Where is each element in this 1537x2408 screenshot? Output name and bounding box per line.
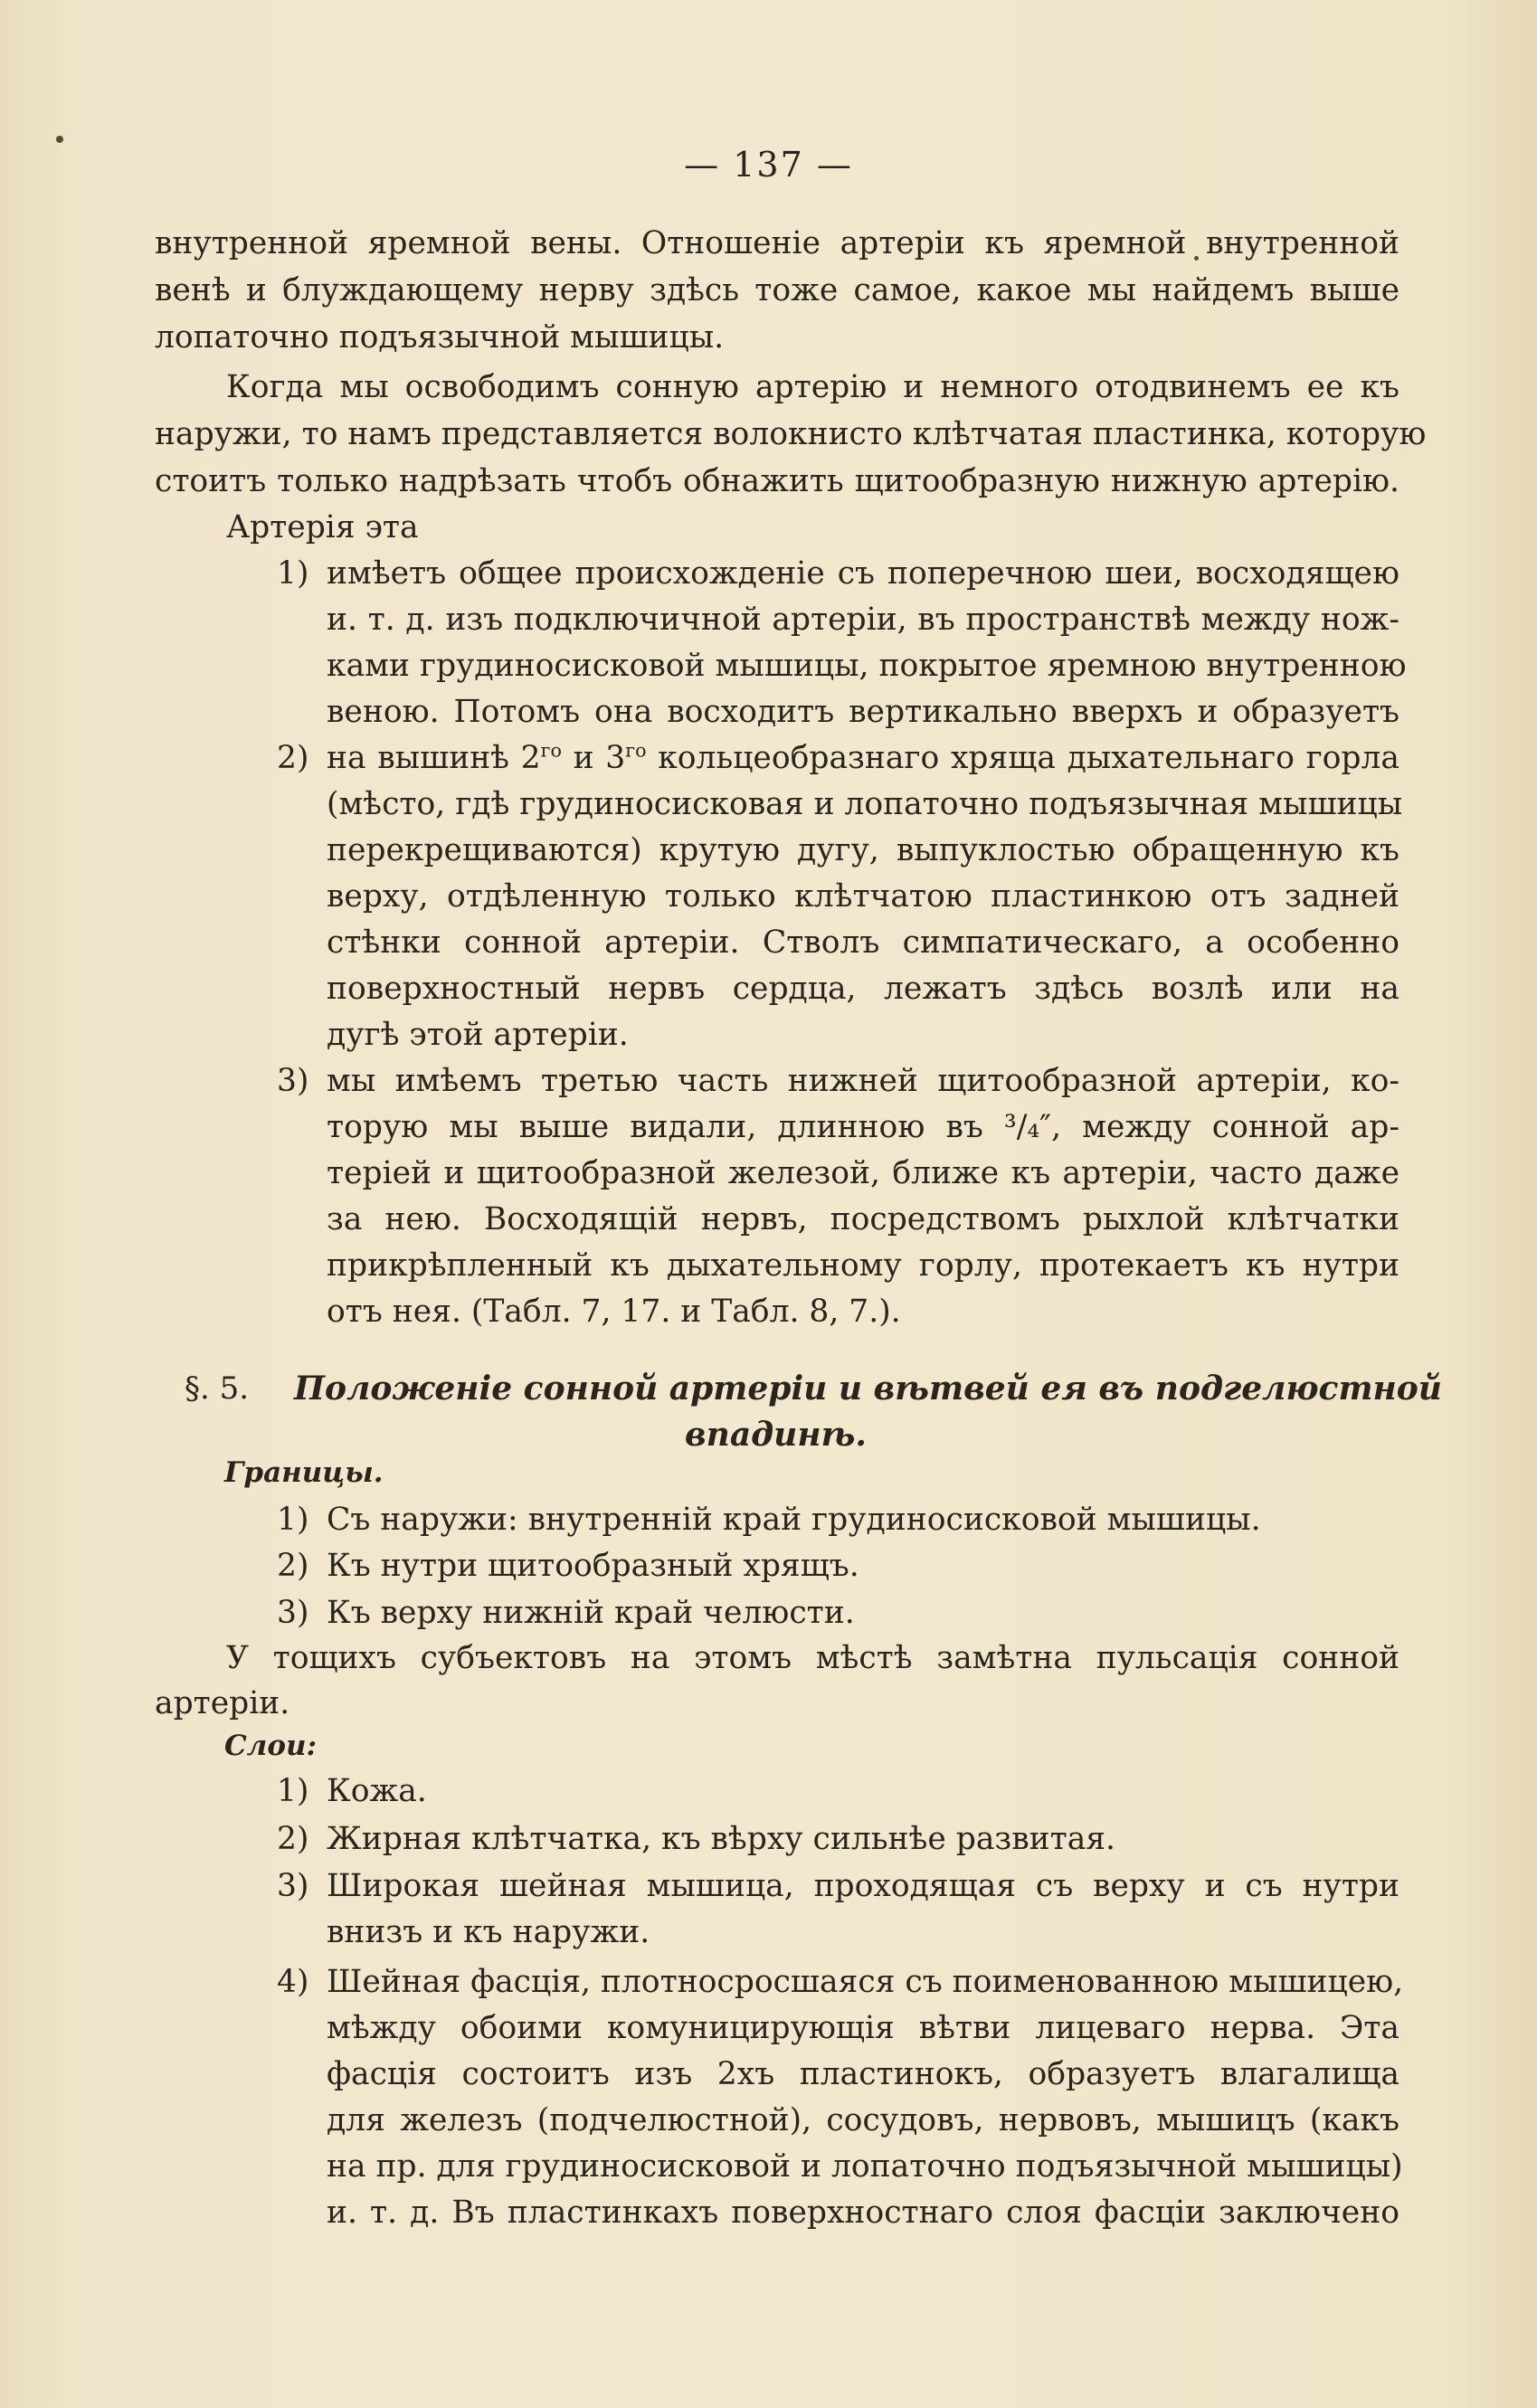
border-item-number: 2) <box>277 1548 309 1584</box>
border-item-text: Съ наружи: внутренній край грудиносисковой мышицы. <box>327 1502 1261 1538</box>
layers-heading: Слои: <box>224 1730 318 1762</box>
artery-item-line: теріей и щитообразной железой, ближе къ артеріи, часто даже <box>327 1155 1399 1191</box>
artery-item-line: прикрѣпленный къ дыхательному горлу, протекаетъ къ нутри <box>327 1247 1399 1284</box>
border-item-number: 1) <box>277 1502 309 1538</box>
artery-item-line: мы имѣемъ третью часть нижней щитообразной артеріи, ко- <box>327 1063 1399 1099</box>
artery-item-number: 2) <box>277 740 309 776</box>
artery-item-text: и 3 <box>561 740 626 776</box>
superscript: го <box>540 739 562 762</box>
pulse-line: артеріи. <box>155 1685 290 1721</box>
layer-item-line: Широкая шейная мышица, проходящая съ верху и съ нутри <box>327 1868 1399 1904</box>
artery-item-line: и. т. д. изъ подключичной артеріи, въ пространствѣ между нож- <box>327 602 1399 638</box>
artery-item-line: поверхностный нервъ сердца, лежатъ здѣсь возлѣ или на <box>327 971 1399 1007</box>
artery-item-text: на вышинѣ 2 <box>327 740 541 776</box>
layer-item-number: 3) <box>277 1868 309 1904</box>
para2-line: стоитъ только надрѣзать чтобъ обнажить щитообразную нижную артерію. <box>155 463 1399 499</box>
section-title-cont: впадинѣ. <box>685 1416 867 1454</box>
artery-item-number: 3) <box>277 1063 309 1099</box>
layer-item-line: внизъ и къ наружи. <box>327 1914 650 1950</box>
border-item-text: Къ верху нижній край челюсти. <box>327 1595 855 1631</box>
artery-item-line: верху, отдѣленную только клѣтчатою пластинкою отъ задней <box>327 878 1399 915</box>
page-number: — 137 — <box>684 145 853 185</box>
artery-intro: Артерія эта <box>226 509 419 545</box>
artery-item-text: кольцеобразнаго хряща дыхательнаго горла <box>646 740 1399 776</box>
layer-item-line: Шейная фасція, плотносросшаяся съ поименованною мышицею, <box>327 1964 1404 2000</box>
border-item-number: 3) <box>277 1595 309 1631</box>
section-title: Положеніе сонной артеріи и вѣтвей ея въ подгелюстной <box>294 1370 1442 1408</box>
intro-line: внутренной яремной вены. Отношеніе артеріи къ яремной внутренной <box>155 225 1399 261</box>
intro-line: лопаточно подъязычной мышицы. <box>155 319 725 356</box>
artery-item-line: дугѣ этой артеріи. <box>327 1017 629 1053</box>
artery-item-line: ками грудиносисковой мышицы, покрытое яремною внутренною <box>327 648 1407 684</box>
layer-item-number: 4) <box>277 1964 309 2000</box>
superscript: го <box>625 739 647 762</box>
intro-line: венѣ и блуждающему нерву здѣсь тоже самое, какое мы найдемъ выше <box>155 272 1399 308</box>
artery-item-line: торую мы выше видали, длинною въ ³/₄″, между сонной ар- <box>327 1109 1399 1145</box>
pulse-line: У тощихъ субъектовъ на этомъ мѣстѣ замѣтна пульсація сонной <box>226 1640 1399 1676</box>
borders-heading: Границы. <box>224 1456 384 1489</box>
para2-line: наружи, то намъ представляется волокнисто клѣтчатая пластинка, которую <box>155 416 1427 452</box>
artery-item-line: (мѣсто, гдѣ грудиносисковая и лопаточно подъязычная мышицы <box>327 786 1403 822</box>
para2-line: Когда мы освободимъ сонную артерію и немного отодвинемъ ее къ <box>226 369 1399 405</box>
layer-item-number: 1) <box>277 1773 309 1809</box>
artery-item-line: веною. Потомъ она восходитъ вертикально вверхъ и образуетъ <box>327 694 1399 730</box>
artery-item-line: отъ нея. (Табл. 7, 17. и Табл. 8, 7.). <box>327 1294 901 1330</box>
layer-item-line: мѣжду обоими комуницирующія вѣтви лицеваго нерва. Эта <box>327 2010 1399 2046</box>
artery-item-line: за нею. Восходящій нервъ, посредствомъ рыхлой клѣтчатки <box>327 1201 1399 1237</box>
artery-item-line: имѣетъ общее происхожденіе съ поперечною шеи, восходящею <box>327 555 1399 592</box>
layer-item-line: фасція состоитъ изъ 2хъ пластинокъ, образуетъ влагалища <box>327 2056 1399 2092</box>
artery-item-line <box>327 737 1399 779</box>
artery-item-line: перекрещиваются) крутую дугу, выпуклостью обращенную къ <box>327 832 1399 868</box>
layer-item-number: 2) <box>277 1821 309 1857</box>
section-number: §. 5. <box>185 1370 250 1407</box>
layer-item-line: и. т. д. Въ пластинкахъ поверхностнаго слоя фасціи заключено <box>327 2195 1399 2231</box>
artery-item-line: стѣнки сонной артеріи. Стволъ симпатическаго, а особенно <box>327 924 1399 961</box>
artery-item-number: 1) <box>277 555 309 592</box>
layer-item-line: на пр. для грудиносисковой и лопаточно подъязычной мышицы) <box>327 2148 1403 2185</box>
border-item-text: Къ нутри щитообразный хрящъ. <box>327 1548 859 1584</box>
ink-speck <box>56 136 63 143</box>
layer-item-line: Жирная клѣтчатка, къ вѣрху сильнѣе развитая. <box>327 1821 1116 1857</box>
layer-item-line: Кожа. <box>327 1773 427 1809</box>
layer-item-line: для железъ (подчелюстной), сосудовъ, нервовъ, мышицъ (какъ <box>327 2102 1399 2138</box>
